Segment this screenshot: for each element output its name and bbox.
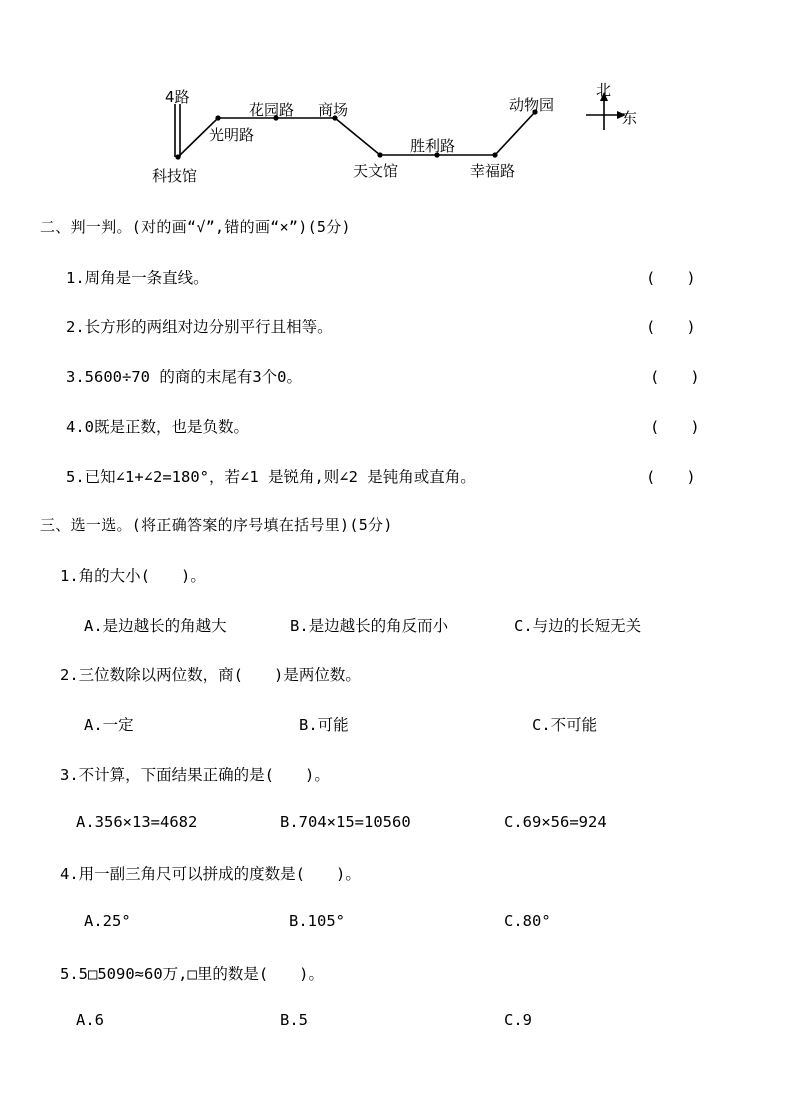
choice-1-option-c[interactable]: C.与边的长短无关 [514,617,642,635]
label-dongwuyuan: 动物园 [509,96,555,114]
judge-item-3: 3.5600÷70 的商的末尾有3个0。 [66,368,302,386]
choice-3-option-c[interactable]: C.69×56=924 [504,813,607,831]
label-huayuan: 花园路 [249,101,295,119]
judge-item-1: 1.周角是一条直线。 [66,269,209,287]
stop-xingfu [492,152,497,157]
stop-guangming [215,115,220,120]
label-xingfu: 幸福路 [470,162,516,180]
compass-north-label: 北 [596,81,612,99]
choice-4-option-b[interactable]: B.105° [289,912,345,930]
choice-2-option-b[interactable]: B.可能 [299,716,349,734]
section2-title: 二、判一判。(对的画“√”,错的画“×”)(5分) [40,218,351,236]
judge-item-5: 5.已知∠1+∠2=180°，若∠1 是锐角,则∠2 是钝角或直角。 [66,468,476,486]
choice-5-option-b[interactable]: B.5 [280,1011,308,1029]
label-tianwenguan: 天文馆 [353,162,399,180]
stop-tianwenguan [377,152,382,157]
judge-answer-5[interactable]: ( ) [646,468,696,486]
choice-question-1: 1.角的大小( )。 [60,567,206,585]
compass-east-label: 东 [622,109,638,127]
choice-4-option-c[interactable]: C.80° [504,912,551,930]
choice-1-option-a[interactable]: A.是边越长的角越大 [84,617,227,635]
choice-3-option-a[interactable]: A.356×13=4682 [76,813,198,831]
judge-answer-3[interactable]: ( ) [650,368,700,386]
choice-question-5: 5.5□5090≈60万,□里的数是( )。 [60,965,324,983]
label-route4: 4路 [165,88,190,106]
label-shengli: 胜利路 [410,137,456,155]
judge-item-4: 4.0既是正数，也是负数。 [66,418,249,436]
stop-kejiguan [175,154,180,159]
label-guangming: 光明路 [209,126,255,144]
choice-2-option-c[interactable]: C.不可能 [532,716,598,734]
choice-5-option-a[interactable]: A.6 [76,1011,104,1029]
choice-2-option-a[interactable]: A.一定 [84,716,134,734]
judge-answer-1[interactable]: ( ) [646,269,696,287]
choice-question-3: 3.不计算，下面结果正确的是( )。 [60,766,330,784]
section3-title: 三、选一选。(将正确答案的序号填在括号里)(5分) [40,516,393,534]
judge-answer-4[interactable]: ( ) [650,418,700,436]
choice-1-option-b[interactable]: B.是边越长的角反而小 [290,617,449,635]
choice-question-4: 4.用一副三角尺可以拼成的度数是( )。 [60,865,361,883]
judge-answer-2[interactable]: ( ) [646,318,696,336]
choice-question-2: 2.三位数除以两位数，商( )是两位数。 [60,666,361,684]
label-shangchang: 商场 [318,101,349,119]
label-kejiguan: 科技馆 [152,167,198,185]
judge-item-2: 2.长方形的两组对边分别平行且相等。 [66,318,333,336]
choice-3-option-b[interactable]: B.704×15=10560 [280,813,411,831]
choice-5-option-c[interactable]: C.9 [504,1011,532,1029]
choice-4-option-a[interactable]: A.25° [84,912,131,930]
